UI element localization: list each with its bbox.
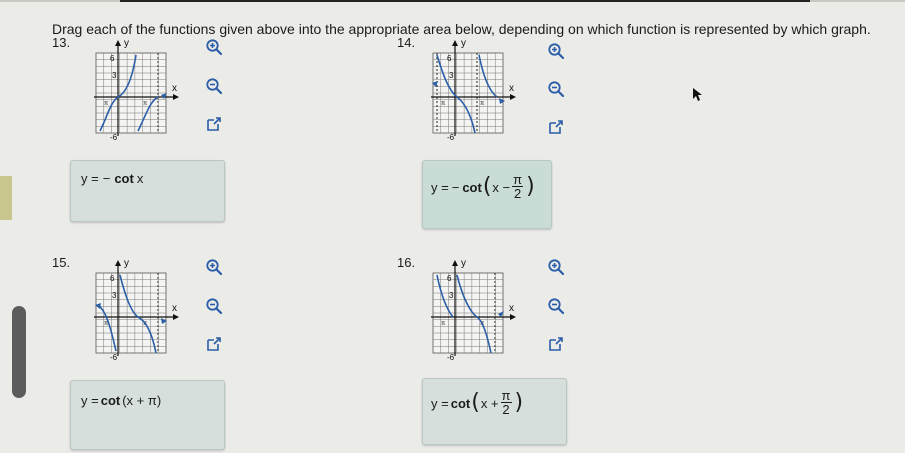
- answer-card-neg-cot-x[interactable]: [70, 160, 225, 222]
- y-tick-label: 6: [110, 54, 115, 63]
- y-axis-label: y: [124, 38, 129, 49]
- x-tick-label: π: [104, 101, 109, 107]
- expr-left-paren: (: [471, 390, 480, 415]
- y-axis-arrow: [115, 260, 121, 266]
- y-tick-label: 3: [112, 291, 117, 300]
- graph-15: [88, 255, 183, 370]
- zoom-in-icon[interactable]: [547, 258, 565, 276]
- expr-lhs: y =: [431, 395, 449, 411]
- graph-15-number: 15.: [52, 255, 71, 270]
- expr-arg: x +: [480, 395, 499, 411]
- open-external-icon[interactable]: [547, 335, 565, 353]
- instructions-text: Drag each of the functions given above into the appropriate area below, depending on which function is represented by which graph.: [52, 21, 871, 37]
- expr-fn: cot: [114, 171, 134, 186]
- x-tick-label: π: [480, 101, 485, 107]
- x-tick-label: π: [104, 321, 109, 327]
- x-axis-label: x: [172, 83, 177, 94]
- expr-fraction: [512, 173, 523, 201]
- expr-lhs: y =: [81, 393, 99, 408]
- mouse-cursor-icon: [693, 88, 705, 102]
- graph-16: [425, 255, 520, 370]
- expr-arg: (x + π): [122, 393, 162, 408]
- x-tick-label: π: [441, 101, 446, 107]
- y-tick-label: -6: [110, 353, 118, 362]
- graph-13: [88, 35, 183, 150]
- zoom-in-icon[interactable]: [547, 42, 565, 60]
- y-tick-label: 6: [447, 274, 452, 283]
- top-divider: [0, 0, 905, 2]
- y-tick-label: 6: [110, 274, 115, 283]
- x-tick-label: π: [441, 321, 446, 327]
- zoom-out-icon[interactable]: [205, 297, 223, 315]
- open-external-icon[interactable]: [547, 118, 565, 136]
- y-tick-label: -6: [447, 133, 455, 142]
- expr-fn: cot: [450, 395, 471, 411]
- expr-lhs: y =: [81, 171, 99, 186]
- x-tick-label: π: [143, 321, 148, 327]
- graph-14: [425, 35, 520, 150]
- scrollbar[interactable]: [12, 306, 26, 398]
- expr-minus: −: [451, 179, 460, 195]
- expr-left-paren: (: [482, 174, 492, 199]
- y-tick-label: 3: [449, 291, 454, 300]
- expr-fraction: [501, 389, 512, 417]
- x-axis-arrow: [510, 314, 516, 320]
- graph-13-number: 13.: [52, 35, 71, 50]
- zoom-out-icon[interactable]: [205, 77, 223, 95]
- zoom-in-icon[interactable]: [205, 38, 223, 56]
- expr-arg: x: [136, 171, 144, 186]
- fraction-numerator: π: [501, 388, 511, 403]
- y-axis-label: y: [461, 258, 466, 269]
- answer-card-cot-x-plus-pi-over-2[interactable]: [422, 378, 567, 445]
- expr-fn: cot: [462, 179, 482, 195]
- y-axis-arrow: [452, 260, 458, 266]
- graph-16-number: 16.: [397, 255, 416, 270]
- expr-minus: −: [102, 171, 111, 186]
- y-tick-label: -6: [447, 353, 455, 362]
- y-tick-label: 3: [449, 71, 454, 80]
- fraction-denominator: 2: [502, 402, 510, 417]
- open-external-icon[interactable]: [205, 115, 223, 133]
- y-axis-label: y: [124, 258, 129, 269]
- expr-fn: cot: [100, 393, 121, 408]
- expr-right-paren: ): [526, 174, 535, 199]
- y-axis-arrow: [452, 40, 458, 46]
- y-axis-arrow: [115, 40, 121, 46]
- x-tick-label: π: [480, 321, 485, 327]
- y-axis-label: y: [461, 38, 466, 49]
- open-external-icon[interactable]: [205, 335, 223, 353]
- y-tick-label: 3: [112, 71, 117, 80]
- y-tick-label: 6: [447, 54, 452, 63]
- fraction-denominator: 2: [514, 186, 522, 201]
- expr-right-paren: ): [514, 390, 524, 415]
- zoom-out-icon[interactable]: [547, 80, 565, 98]
- zoom-out-icon[interactable]: [547, 297, 565, 315]
- drop-zone-handle[interactable]: [0, 176, 12, 220]
- fraction-numerator: π: [513, 172, 523, 187]
- answer-card-neg-cot-x-minus-pi-over-2[interactable]: [422, 160, 552, 229]
- x-axis-arrow: [173, 94, 179, 100]
- x-axis-label: x: [172, 303, 177, 314]
- x-axis-label: x: [509, 83, 514, 94]
- answer-card-cot-x-plus-pi[interactable]: [70, 380, 225, 450]
- x-axis-label: x: [509, 303, 514, 314]
- y-tick-label: -6: [110, 133, 118, 142]
- x-axis-arrow: [173, 314, 179, 320]
- graph-14-number: 14.: [397, 35, 416, 50]
- x-tick-label: π: [143, 101, 148, 107]
- x-axis-arrow: [510, 94, 516, 100]
- expr-arg: x −: [492, 179, 511, 195]
- zoom-in-icon[interactable]: [205, 258, 223, 276]
- expr-lhs: y =: [431, 179, 449, 195]
